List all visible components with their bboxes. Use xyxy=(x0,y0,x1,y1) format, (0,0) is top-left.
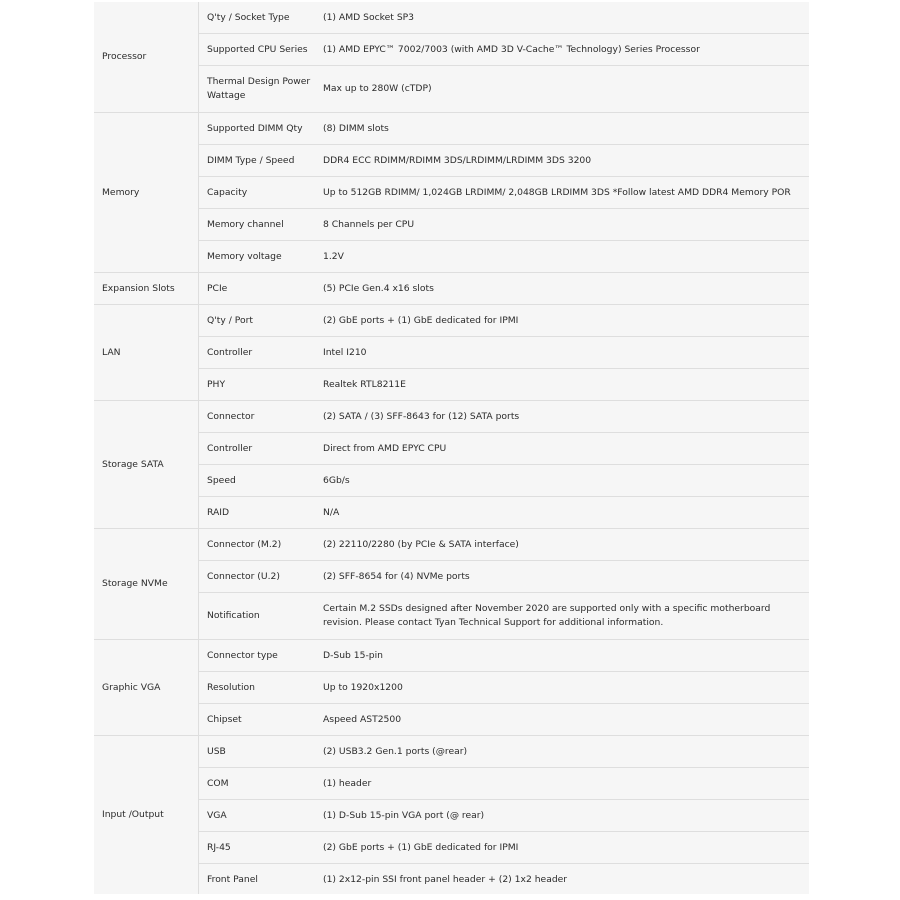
spec-item-label: DIMM Type / Speed xyxy=(199,145,324,177)
spec-item-label: RJ-45 xyxy=(199,832,324,864)
spec-item-label: PCIe xyxy=(199,273,324,305)
spec-item-label: Notification xyxy=(199,593,324,640)
spec-item-label: Connector (U.2) xyxy=(199,561,324,593)
spec-item-label: Capacity xyxy=(199,177,324,209)
spec-row xyxy=(94,145,809,177)
spec-category: Storage NVMe xyxy=(94,529,199,640)
spec-category: LAN xyxy=(94,305,199,401)
spec-item-label: Memory voltage xyxy=(199,241,324,273)
spec-item-value: (5) PCIe Gen.4 x16 slots xyxy=(323,273,809,305)
spec-row xyxy=(94,704,809,736)
spec-row xyxy=(94,369,809,401)
spec-item-value: Certain M.2 SSDs designed after November 2020 are supported only with a specific motherboard revision. Please contact Tyan Technical Support for additional information. xyxy=(323,593,809,640)
spec-item-label: Controller xyxy=(199,337,324,369)
spec-row xyxy=(94,640,809,672)
spec-item-value: 1.2V xyxy=(323,241,809,273)
spec-item-label: Resolution xyxy=(199,672,324,704)
spec-row xyxy=(94,209,809,241)
spec-category: Memory xyxy=(94,113,199,273)
spec-row xyxy=(94,800,809,832)
spec-item-label: Connector type xyxy=(199,640,324,672)
spec-item-value: Up to 1920x1200 xyxy=(323,672,809,704)
spec-item-value: (2) GbE ports + (1) GbE dedicated for IPMI xyxy=(323,832,809,864)
spec-item-label: Supported CPU Series xyxy=(199,34,324,66)
spec-row xyxy=(94,241,809,273)
spec-row xyxy=(94,768,809,800)
spec-item-label: VGA xyxy=(199,800,324,832)
spec-row xyxy=(94,529,809,561)
spec-row xyxy=(94,497,809,529)
spec-item-value: 8 Channels per CPU xyxy=(323,209,809,241)
spec-item-label: Q'ty / Socket Type xyxy=(199,2,324,34)
spec-row xyxy=(94,433,809,465)
spec-row xyxy=(94,2,809,34)
spec-item-value: (2) GbE ports + (1) GbE dedicated for IPMI xyxy=(323,305,809,337)
spec-item-label: Controller xyxy=(199,433,324,465)
spec-item-value: (2) 22110/2280 (by PCIe & SATA interface) xyxy=(323,529,809,561)
spec-row xyxy=(94,305,809,337)
spec-row xyxy=(94,561,809,593)
spec-row xyxy=(94,177,809,209)
spec-category: Expansion Slots xyxy=(94,273,199,305)
spec-row xyxy=(94,273,809,305)
spec-item-value: (2) SFF-8654 for (4) NVMe ports xyxy=(323,561,809,593)
spec-row xyxy=(94,864,809,895)
spec-row xyxy=(94,832,809,864)
spec-category: Storage SATA xyxy=(94,401,199,529)
spec-item-label: RAID xyxy=(199,497,324,529)
spec-category: Graphic VGA xyxy=(94,640,199,736)
spec-item-value: (2) SATA / (3) SFF-8643 for (12) SATA ports xyxy=(323,401,809,433)
spec-item-value: N/A xyxy=(323,497,809,529)
spec-item-label: Thermal Design Power Wattage xyxy=(199,66,324,113)
spec-row xyxy=(94,34,809,66)
spec-row xyxy=(94,113,809,145)
spec-row xyxy=(94,66,809,113)
spec-item-label: PHY xyxy=(199,369,324,401)
spec-item-value: (1) 2x12-pin SSI front panel header + (2) 1x2 header xyxy=(323,873,568,885)
spec-row xyxy=(94,736,809,768)
spec-item-value: (1) D-Sub 15-pin VGA port (@ rear) xyxy=(323,800,809,832)
spec-item-value: Intel I210 xyxy=(323,337,809,369)
spec-item-label: USB xyxy=(199,736,324,768)
spec-item-label: Memory channel xyxy=(199,209,324,241)
spec-row xyxy=(94,672,809,704)
spec-row xyxy=(94,401,809,433)
spec-item-label: Chipset xyxy=(199,704,324,736)
spec-item-label: Connector (M.2) xyxy=(199,529,324,561)
spec-table xyxy=(94,2,809,894)
spec-item-value: DDR4 ECC RDIMM/RDIMM 3DS/LRDIMM/LRDIMM 3DS 3200 xyxy=(323,145,809,177)
spec-category: Processor xyxy=(94,2,199,113)
spec-item-value: Max up to 280W (cTDP) xyxy=(323,66,809,113)
spec-item-value: D-Sub 15-pin xyxy=(323,640,809,672)
spec-item-value: (1) AMD Socket SP3 xyxy=(323,2,809,34)
spec-item-label: COM xyxy=(199,768,324,800)
spec-item-value: (2) USB3.2 Gen.1 ports (@rear) xyxy=(323,736,809,768)
spec-category: Input /Output xyxy=(94,736,199,895)
spec-row xyxy=(94,465,809,497)
spec-item-value: (8) DIMM slots xyxy=(323,113,809,145)
spec-item-label: Front Panel xyxy=(207,873,258,885)
spec-table-container xyxy=(94,2,809,894)
spec-item-value: 6Gb/s xyxy=(323,465,809,497)
spec-row xyxy=(94,593,809,640)
spec-item-value: Up to 512GB RDIMM/ 1,024GB LRDIMM/ 2,048GB LRDIMM 3DS *Follow latest AMD DDR4 Memory POR xyxy=(323,177,809,209)
spec-item-value: Realtek RTL8211E xyxy=(323,369,809,401)
spec-item-value: Direct from AMD EPYC CPU xyxy=(323,433,809,465)
spec-item-label: Connector xyxy=(199,401,324,433)
spec-item-value: (1) header xyxy=(323,768,809,800)
spec-item-value: (1) AMD EPYC™ 7002/7003 (with AMD 3D V-Cache™ Technology) Series Processor xyxy=(323,34,809,66)
spec-item-value: Aspeed AST2500 xyxy=(323,704,809,736)
spec-row xyxy=(94,337,809,369)
spec-item-label: Speed xyxy=(199,465,324,497)
spec-item-label: Supported DIMM Qty xyxy=(199,113,324,145)
spec-item-label: Q'ty / Port xyxy=(199,305,324,337)
